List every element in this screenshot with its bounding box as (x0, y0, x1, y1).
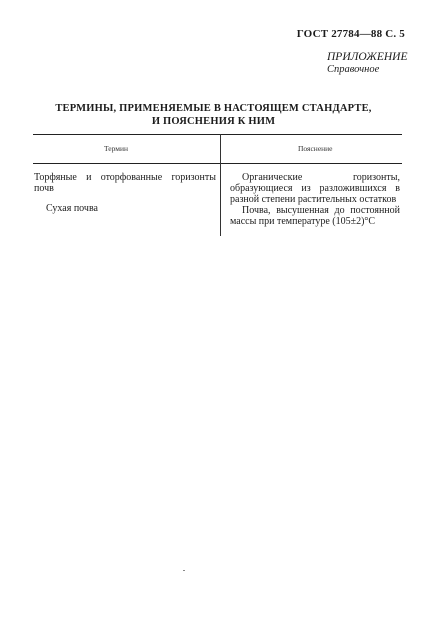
column-header-explanation: Пояснение (298, 144, 333, 153)
section-title-line-1: ТЕРМИНЫ, ПРИМЕНЯЕМЫЕ В НАСТОЯЩЕМ СТАНДАРТЕ, (55, 103, 372, 114)
appendix-subtitle: Справочное (327, 64, 380, 75)
column-header-term: Термин (104, 144, 129, 153)
document-header: ГОСТ 27784—88 С. 5 (296, 28, 405, 40)
appendix-block (327, 51, 408, 75)
table-header-rule (33, 163, 402, 164)
table-row-1-explanation: Органические горизонты, образующиеся из разложившихся в разной степени растительных остатков (230, 172, 400, 205)
page-speck (183, 570, 185, 571)
section-title (20, 102, 407, 128)
appendix-label: ПРИЛОЖЕНИЕ (327, 51, 408, 63)
section-title-line-2: И ПОЯСНЕНИЯ К НИМ (151, 116, 276, 127)
table-row-1-term: Торфяные и оторфованные горизонты почв (34, 172, 216, 194)
table-top-rule (33, 134, 402, 135)
table-row-2-explanation: Почва, высушенная до постоянной массы при температуре (105±2)°С (230, 205, 400, 227)
table-column-divider (220, 134, 221, 236)
table-row-2-term: Сухая почва (46, 203, 98, 214)
